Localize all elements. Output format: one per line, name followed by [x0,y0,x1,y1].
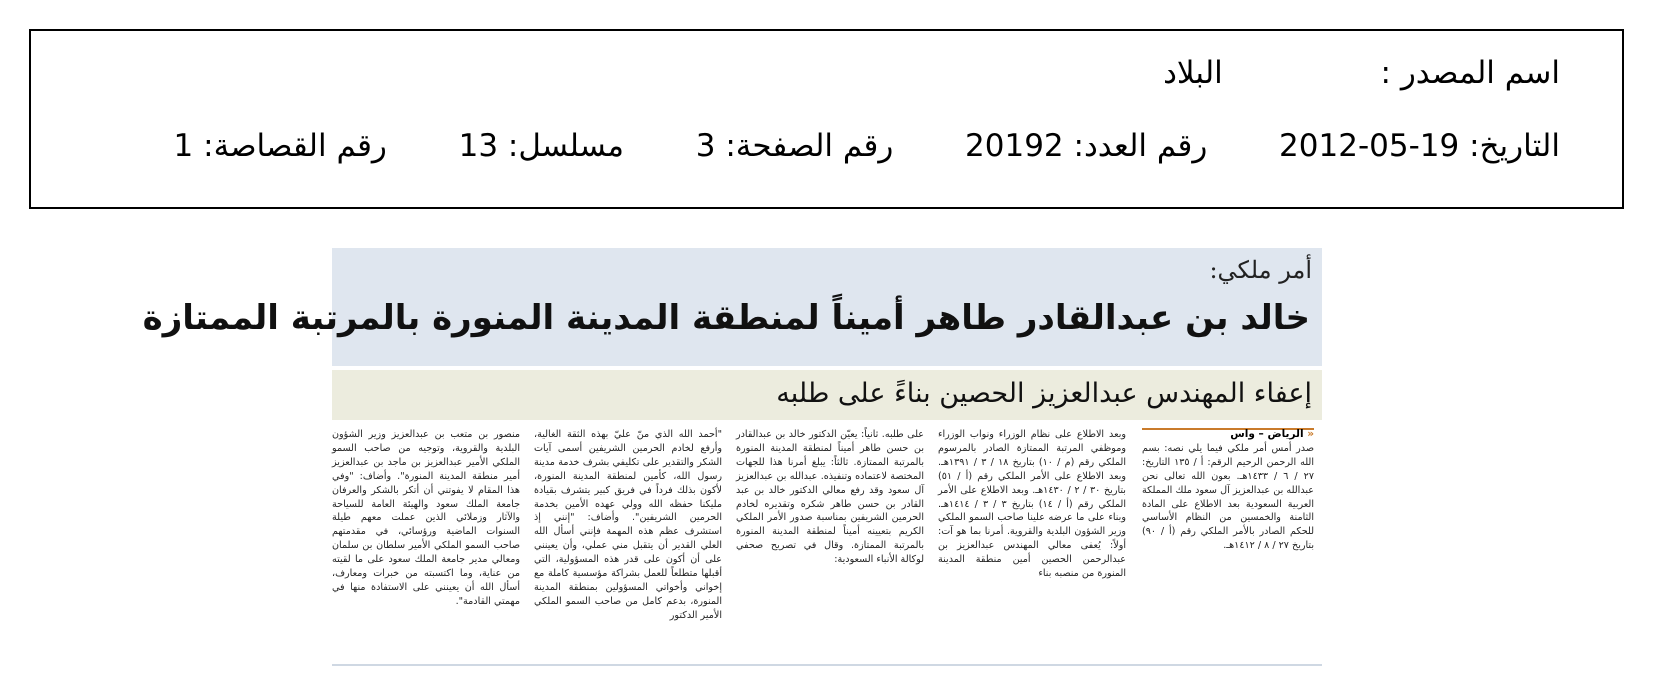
subhead: إعفاء المهندس عبدالعزيز الحصين بناءً على طلبه [776,378,1312,409]
article-column-2 [938,428,1126,658]
article-column-4 [534,428,722,658]
page-label: رقم الصفحة: [725,128,894,164]
page-value: 3 [695,128,716,164]
headline-band [142,248,1322,366]
quote-icon: « [1307,428,1314,440]
article-column-1 [1142,428,1314,658]
issue-value: 20192 [965,128,1064,164]
column-text: "أحمد الله الذي منّ عليّ بهذه الثقة الغالية، وأرفع لخادم الحرمين الشريفين أسمى آيات الشكر والتقدير على تكليفي بشرف خدمة مدينة رسول الله، كأمين لمنطقة المدينة المنورة، لأكون بذلك فرداً في فريق كبير يتشرف بقيادة مليكنا حفظه الله وولي عهده الأمين بخدمة الحرمين الشريفين". وأضاف: "إنني إذ استشرف عظم هذه المهمة فإنني أسأل الله العلي القدير أن يتقبل مني عملي، وأن يعينني على أن أكون على قدر هذه المسؤولية، التي أقبلها متطلعاً للعمل بشراكة مؤسسية كاملة مع إخواني وأخواتي المسؤولين بمنطقة المدينة المنورة، بدعم كامل من صاحب السمو الملكي الأمير الدكتور [534,429,722,621]
clip-label: رقم القصاصة: [203,128,387,164]
newspaper-clipping [142,248,1322,666]
source-value: البلاد [1163,55,1223,91]
byline-line [1142,428,1314,442]
date-label: التاريخ: [1469,128,1560,164]
kicker: أمر ملكي: [1209,256,1312,284]
headline: خالد بن عبدالقادر طاهر أميناً لمنطقة المدينة المنورة بالمرتبة الممتازة [142,298,1310,338]
details-line [174,126,1560,166]
source-label: اسم المصدر : [1380,55,1560,91]
column-text: على طلبه. ثانياً: يعيّن الدكتور خالد بن عبدالقادر بن حسن طاهر أميناً لمنطقة المدينة المنورة بالمرتبة الممتازة. ثالثاً: يبلغ أمرنا هذا للجهات المختصة لاعتماده وتنفيذه. عبدالله بن عبدالعزيز آل سعود وقد رفع معالي الدكتور خالد بن عبد القادر بن حسن طاهر شكره وتقديره لخادم الحرمين الشريفين بمناسبة صدور الأمر الملكي الكريم بتعيينه أميناً لمنطقة المدينة المنورة بالمرتبة الممتازة. وقال في تصريح صحفي لوكالة الأنباء السعودية: [736,429,924,566]
article-column-3 [736,428,924,658]
byline: الرياض – واس [1230,428,1304,440]
column-text: صدر أمس أمر ملكي فيما يلي نصه: بسم الله الرحمن الرحيم الرقم: أ / ١٣٥ التاريخ: ٢٧ / ٦ / ١٤٣٣هـ. بعون الله تعالى نحن عبدالله بن عبدالعزيز آل سعود ملك المملكة العربية السعودية بعد الاطلاع على المادة الثامنة والخمسين من النظام الأساسي للحكم الصادر بالأمر الملكي رقم (أ / ٩٠) بتاريخ ٢٧ / ٨ / ١٤١٢هـ. [1142,442,1314,552]
bottom-rule [332,664,1322,666]
serial-value: 13 [458,128,499,164]
column-text: منصور بن متعب بن عبدالعزيز وزير الشؤون البلدية والقروية، وتوجيه من صاحب السمو الملكي الأمير عبدالعزيز بن ماجد بن عبدالعزيز أمير منطقة المدينة المنورة". وأضاف: "وفي هذا المقام لا يفوتني أن أتكر بالشكر والعرفان جامعة الملك سعود والهيئة العامة للسياحة والآثار وزملائي الذين عملت معهم طيلة السنوات الماضية ورؤسائي، في مقدمتهم صاحب السمو الملكي الأمير سلطان بن سلمان ومعالي مدير جامعة الملك سعود على ما لقيته من عناية، وما اكتسبته من خبرات ومعارف، أسأل الله أن يعينني على الاستفادة منها في مهمتي القادمة". [332,429,520,607]
article-body [332,428,1322,658]
article-column-5 [332,428,520,658]
subhead-band [332,370,1322,420]
date-value: 2012-05-19 [1279,128,1460,164]
clip-value: 1 [173,128,194,164]
serial-label: مسلسل: [507,128,625,164]
issue-label: رقم العدد: [1073,128,1208,164]
column-text: وبعد الاطلاع على نظام الوزراء ونواب الوزراء وموظفي المرتبة الممتازة الصادر بالمرسوم الملكي رقم (م / ١٠) بتاريخ ١٨ / ٣ / ١٣٩١هـ. وبعد الاطلاع على الأمر الملكي رقم (أ / ٥١) بتاريخ ٣٠ / ٢ / ١٤٣٠هـ. وبعد الاطلاع على الأمر الملكي رقم (أ / ١٤) بتاريخ ٣ / ٣ / ١٤١٤هـ. وبناء على ما عرضه علينا صاحب السمو الملكي وزير الشؤون البلدية والقروية. أمرنا بما هو آت: أولاً: يُعفى معالي المهندس عبدالعزيز بن عبدالرحمن الحصين أمين منطقة المدينة المنورة من منصبه بناء [938,429,1126,580]
clipping-metadata-box [29,29,1624,209]
source-line [1163,53,1560,93]
